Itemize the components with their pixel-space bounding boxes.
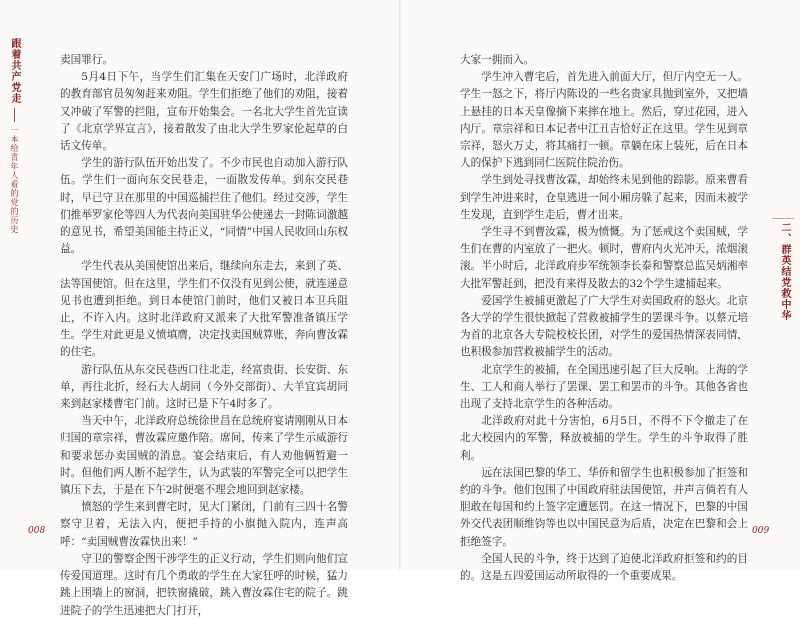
paragraph: 当天中午，北洋政府总统徐世昌在总统府宴请刚刚从日本归国的章宗祥，曹汝霖应邀作陪。席间，传来了学生示威游行和要求惩办卖国贼的消息。宴会结束后，有人劝他俩暂避一时。但他们两人断不起学生，认为武装的军警完全可以把学生镇压下去，于是在下午2时便毫不理会地回到赵家楼。 [60, 415, 348, 497]
right-side-tab [776, 222, 792, 321]
paragraph: 游行队伍从东交民巷西口往北走，经富贵街、长安街、东单，再往北折，经石大人胡同（今外交部街）、大羊宜宾胡同来到赵家楼曹宅门前。这时已是下午4时多了。 [60, 363, 348, 411]
paragraph: 卖国罪行。 [60, 54, 113, 66]
left-page-body [60, 52, 348, 620]
paragraph: 大家一拥而入。 [460, 54, 535, 66]
page-number-left: 008 [28, 526, 46, 536]
book-side-title: 跟着共产党走 [9, 38, 20, 104]
paragraph: 5月4日下午，当学生们汇集在天安门广场时，北洋政府的教育部官员匆匆赶来劝阻。学生们拒绝了他们的劝阻，接着又冲破了军警的拦阻，宣布开始集会。一名北大学生首先宣读了《北京学界宣言》，接着散发了由北大学生罗家伦起草的白话文传单。 [60, 71, 348, 153]
right-page-body [460, 52, 748, 585]
paragraph: 守卫的警察企图干涉学生的正义行动，学生们则向他们宣传爱国道理。这时有几个勇敢的学生在大家狂呼的时候，猛力跳上围墙上的窗洞，把铁窗撬破，跳入曹汝霖住宅的院子。跳进院子的学生迅速把大门打开， [60, 552, 348, 617]
paragraph: 愤怒的学生来到曹宅时，见大门紧闭，门前有三四十名警察守卫着，无法入内，便把手持的小旗抛入院内，连声高呼：“卖国贼曹汝霖快出来！” [60, 501, 348, 548]
side-divider [14, 108, 15, 122]
page-gutter [399, 0, 401, 570]
paragraph: 学生代表从美国使馆出来后，继续向东走去，来到了英、法等国使馆。但在这里，学生们不仅没有见到公使，就连递意见书也遭到拒绝。到日本使馆门前时，他们又被日本卫兵阻止，不许入内。这时北洋政府又派来了大批军警准备镇压学生。学生对此更是义愤填膺，决定找卖国贼算账，奔向曹汝霖的住宅。 [60, 260, 348, 359]
paragraph: 北洋政府对此十分害怕，6月5日，不得不下令撤走了在北大校园内的军警，释放被捕的学生。学生的斗争取得了胜利。 [460, 415, 748, 462]
paragraph: 爱国学生被捕更激起了广大学生对卖国政府的怒火。北京各大学的学生很快掀起了营救被捕学生的罢课斗争。以蔡元培为首的北京各大专院校校长团，对学生的爱国热情深表同情，也积极参加营救被捕学生的活动。 [460, 294, 748, 359]
paragraph: 学生的游行队伍开始出发了。不少市民也自动加入游行队伍。学生们一面向东交民巷走，一面散发传单。到东交民巷时，早已守卫在那里的中国巡捕拦住了他们。经过交涉，学生们推举罗家伦等四人为代表向美国驻华公使递去一封陈词激越的意见书，希望美国能主持正义，“同情”中国人民收回山东权益。 [60, 157, 348, 256]
left-side-tab [6, 38, 22, 234]
paragraph: 学生冲入曹宅后，首先进入前面大厅，但厅内空无一人。学生一怒之下，将厅内陈设的一些名贵家具抛到室外，又把墙上悬挂的日本天皇像摘下来摔在地上。然后，穿过花园，进入内厅。章宗祥和日本记者中江丑吉恰好正在这里。学生见到章宗祥，怒火万丈，将其痛打一顿。章躺在床上装死，后在日本人的保护下逃到同仁医院住院治伤。 [460, 71, 748, 170]
paragraph: 全国人民的斗争，终于达到了迫使北洋政府拒签和约的目的。这是五四爱国运动所取得的一个重要成果。 [460, 552, 748, 583]
chapter-side-title: 二、群英结党救中华 [779, 222, 790, 321]
paragraph: 学生寻不到曹汝霖，极为愤慨。为了惩戒这个卖国贼，学生们在曹的内室放了一把火。顿时，曹府内火光冲天，浓烟滚滚。半小时后，北洋政府步军统领李长泰和警察总监吴炳湘率大批军警赶到，把没有来得及散去的32个学生逮捕起来。 [460, 226, 748, 290]
page-number-right: 009 [752, 526, 770, 536]
paragraph: 远在法国巴黎的华工、华侨和留学生也积极参加了拒签和约的斗争。他们包围了中国政府驻法国使馆，并声言倘若有人胆敢在每国和约上签字定遭惩罚。在这一情况下，巴黎的中国外交代表团顺维钧等也以中国民意为后盾，决定在巴黎和会上拒绝签字。 [460, 466, 748, 548]
chapter-rule-top [772, 218, 794, 219]
book-side-subtitle: 一本给青年人看的党的历史 [10, 126, 19, 234]
paragraph: 北京学生的被捕，在全国迅速引起了巨大反响。上海的学生、工人和商人举行了罢课、罢工和罢市的斗争。其他各省也出现了支持北京学生的各种活动。 [460, 363, 748, 411]
paragraph: 学生到处寻找曹汝霖，却始终未见到他的踪影。原来曹看到学生冲进来时，仓皇逃进一间小厢房躲了起来，因而未被学生发现，直到学生走后，曹才出来。 [460, 174, 748, 221]
